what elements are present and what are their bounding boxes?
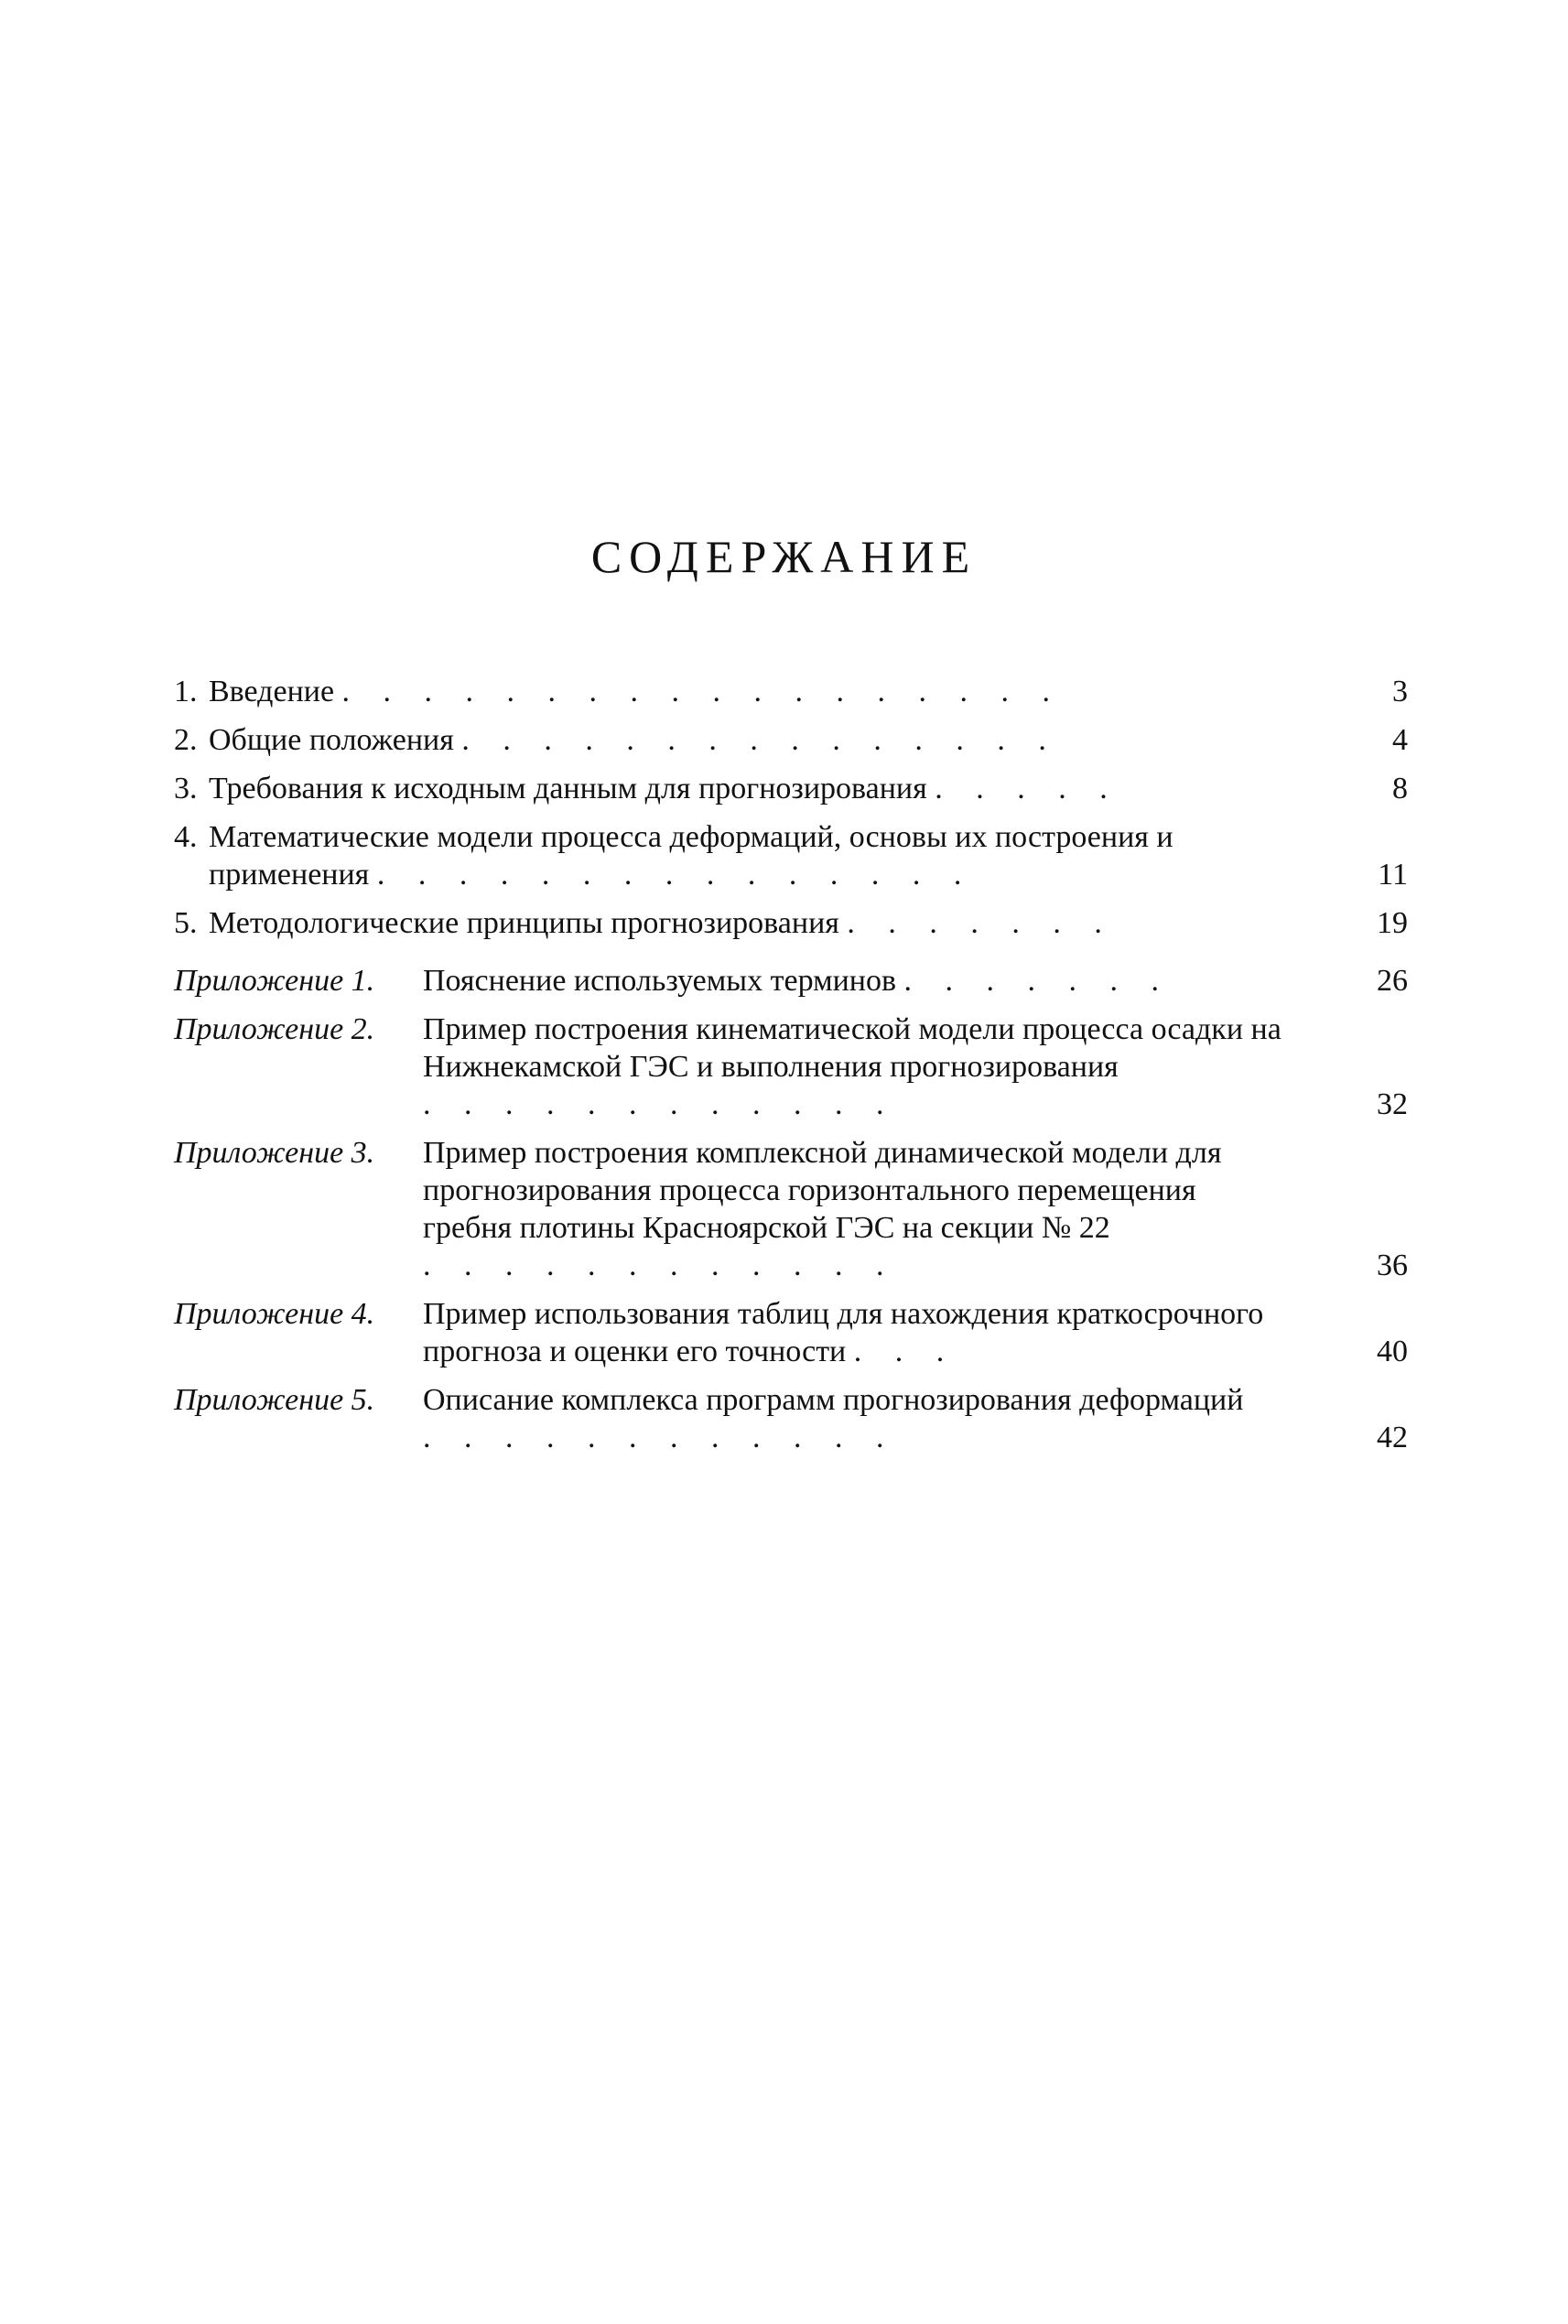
toc-entry-title: Методологические принципы прогнозирования	[209, 906, 839, 940]
toc-entry-body	[174, 818, 1408, 893]
toc-page-number: 11	[1378, 858, 1408, 892]
toc-page-number: 3	[1392, 675, 1408, 708]
toc-page-number: 26	[1377, 964, 1408, 998]
toc-appendix-label: Приложение 2.	[174, 1012, 375, 1046]
toc-page-number: 40	[1377, 1335, 1408, 1368]
toc-entry-appendix-1	[174, 962, 1408, 1000]
toc-entry-title: Описание комплекса программ прогнозирования деформаций	[423, 1383, 1244, 1417]
toc-appendix-label: Приложение 3.	[174, 1136, 375, 1170]
toc-entry-title: Пояснение используемых терминов	[423, 964, 897, 998]
toc-entry-appendix-4	[174, 1295, 1408, 1370]
toc-entry-appendix-2	[174, 1011, 1408, 1123]
toc-appendix-label: Приложение 4.	[174, 1297, 375, 1331]
toc-leader-dots: . . . . . . .	[903, 964, 1173, 998]
toc-leader-dots: . . . . . . . . . . . .	[423, 1421, 897, 1454]
toc-entry-chapter-2	[174, 721, 1408, 759]
toc-entry-title: Пример построения комплексной динамической модели для прогнозирования процесса горизонтального перемещения гребня плотины Красноярской ГЭС на секции № 22	[423, 1136, 1222, 1245]
page-title: СОДЕРЖАНИЕ	[590, 531, 978, 582]
toc-entry-title: Требования к исходным данным для прогнозирования	[209, 772, 927, 805]
toc-entry-body	[174, 1295, 1408, 1370]
toc-entry-number: 1.	[174, 675, 198, 708]
toc-appendix-label: Приложение 1.	[174, 964, 375, 998]
toc-entry-number: 2.	[174, 723, 198, 757]
toc-appendix-label: Приложение 5.	[174, 1383, 375, 1417]
toc-entry-chapter-3	[174, 770, 1408, 807]
toc-page-number: 32	[1377, 1087, 1408, 1121]
toc-page-number: 42	[1377, 1421, 1408, 1454]
toc-page-number: 4	[1392, 723, 1408, 757]
toc-entry-body	[174, 1381, 1408, 1456]
toc-leader-dots: . . . . . . . . . . . . . . .	[461, 723, 1059, 757]
toc-page-number: 8	[1392, 772, 1408, 805]
toc-entry-body	[174, 770, 1408, 807]
table-of-contents	[174, 673, 1408, 1467]
toc-entry-body	[174, 1134, 1408, 1284]
toc-leader-dots: . . . . .	[935, 772, 1120, 805]
toc-entry-body	[174, 721, 1408, 759]
toc-entry-appendix-3	[174, 1134, 1408, 1284]
toc-page-number: 36	[1377, 1248, 1408, 1282]
toc-entry-title: Пример построения кинематической модели процесса осадки на Нижнекамской ГЭС и выполнения прогнозирования	[423, 1012, 1281, 1084]
toc-entry-title: Введение	[209, 675, 335, 708]
toc-leader-dots: . . . . . . . . . . . .	[423, 1248, 897, 1282]
toc-leader-dots: . . .	[853, 1335, 957, 1368]
toc-leader-dots: . . . . . . . . . . . . . . . . . .	[341, 675, 1064, 708]
toc-entry-number: 5.	[174, 906, 198, 940]
toc-leader-dots: . . . . . . . . . . . .	[423, 1087, 897, 1121]
toc-entry-chapter-1	[174, 673, 1408, 710]
toc-entry-number: 4.	[174, 820, 198, 854]
toc-entry-number: 3.	[174, 772, 198, 805]
toc-leader-dots: . . . . . . .	[847, 906, 1115, 940]
toc-entry-chapter-4	[174, 818, 1408, 893]
toc-entry-body	[174, 1011, 1408, 1123]
toc-page-number: 19	[1377, 906, 1408, 940]
toc-entry-body	[174, 904, 1408, 942]
toc-entry-body	[174, 673, 1408, 710]
toc-entry-body	[174, 962, 1408, 1000]
toc-entry-title: Математические модели процесса деформаций, основы их построения и применения	[209, 820, 1173, 892]
toc-entry-appendix-5	[174, 1381, 1408, 1456]
toc-entry-chapter-5	[174, 904, 1408, 942]
toc-leader-dots: . . . . . . . . . . . . . . .	[376, 858, 975, 892]
toc-entry-title: Общие положения	[209, 723, 454, 757]
toc-entry-title: Пример использования таблиц для нахождения краткосрочного прогноза и оценки его точности	[423, 1297, 1264, 1368]
